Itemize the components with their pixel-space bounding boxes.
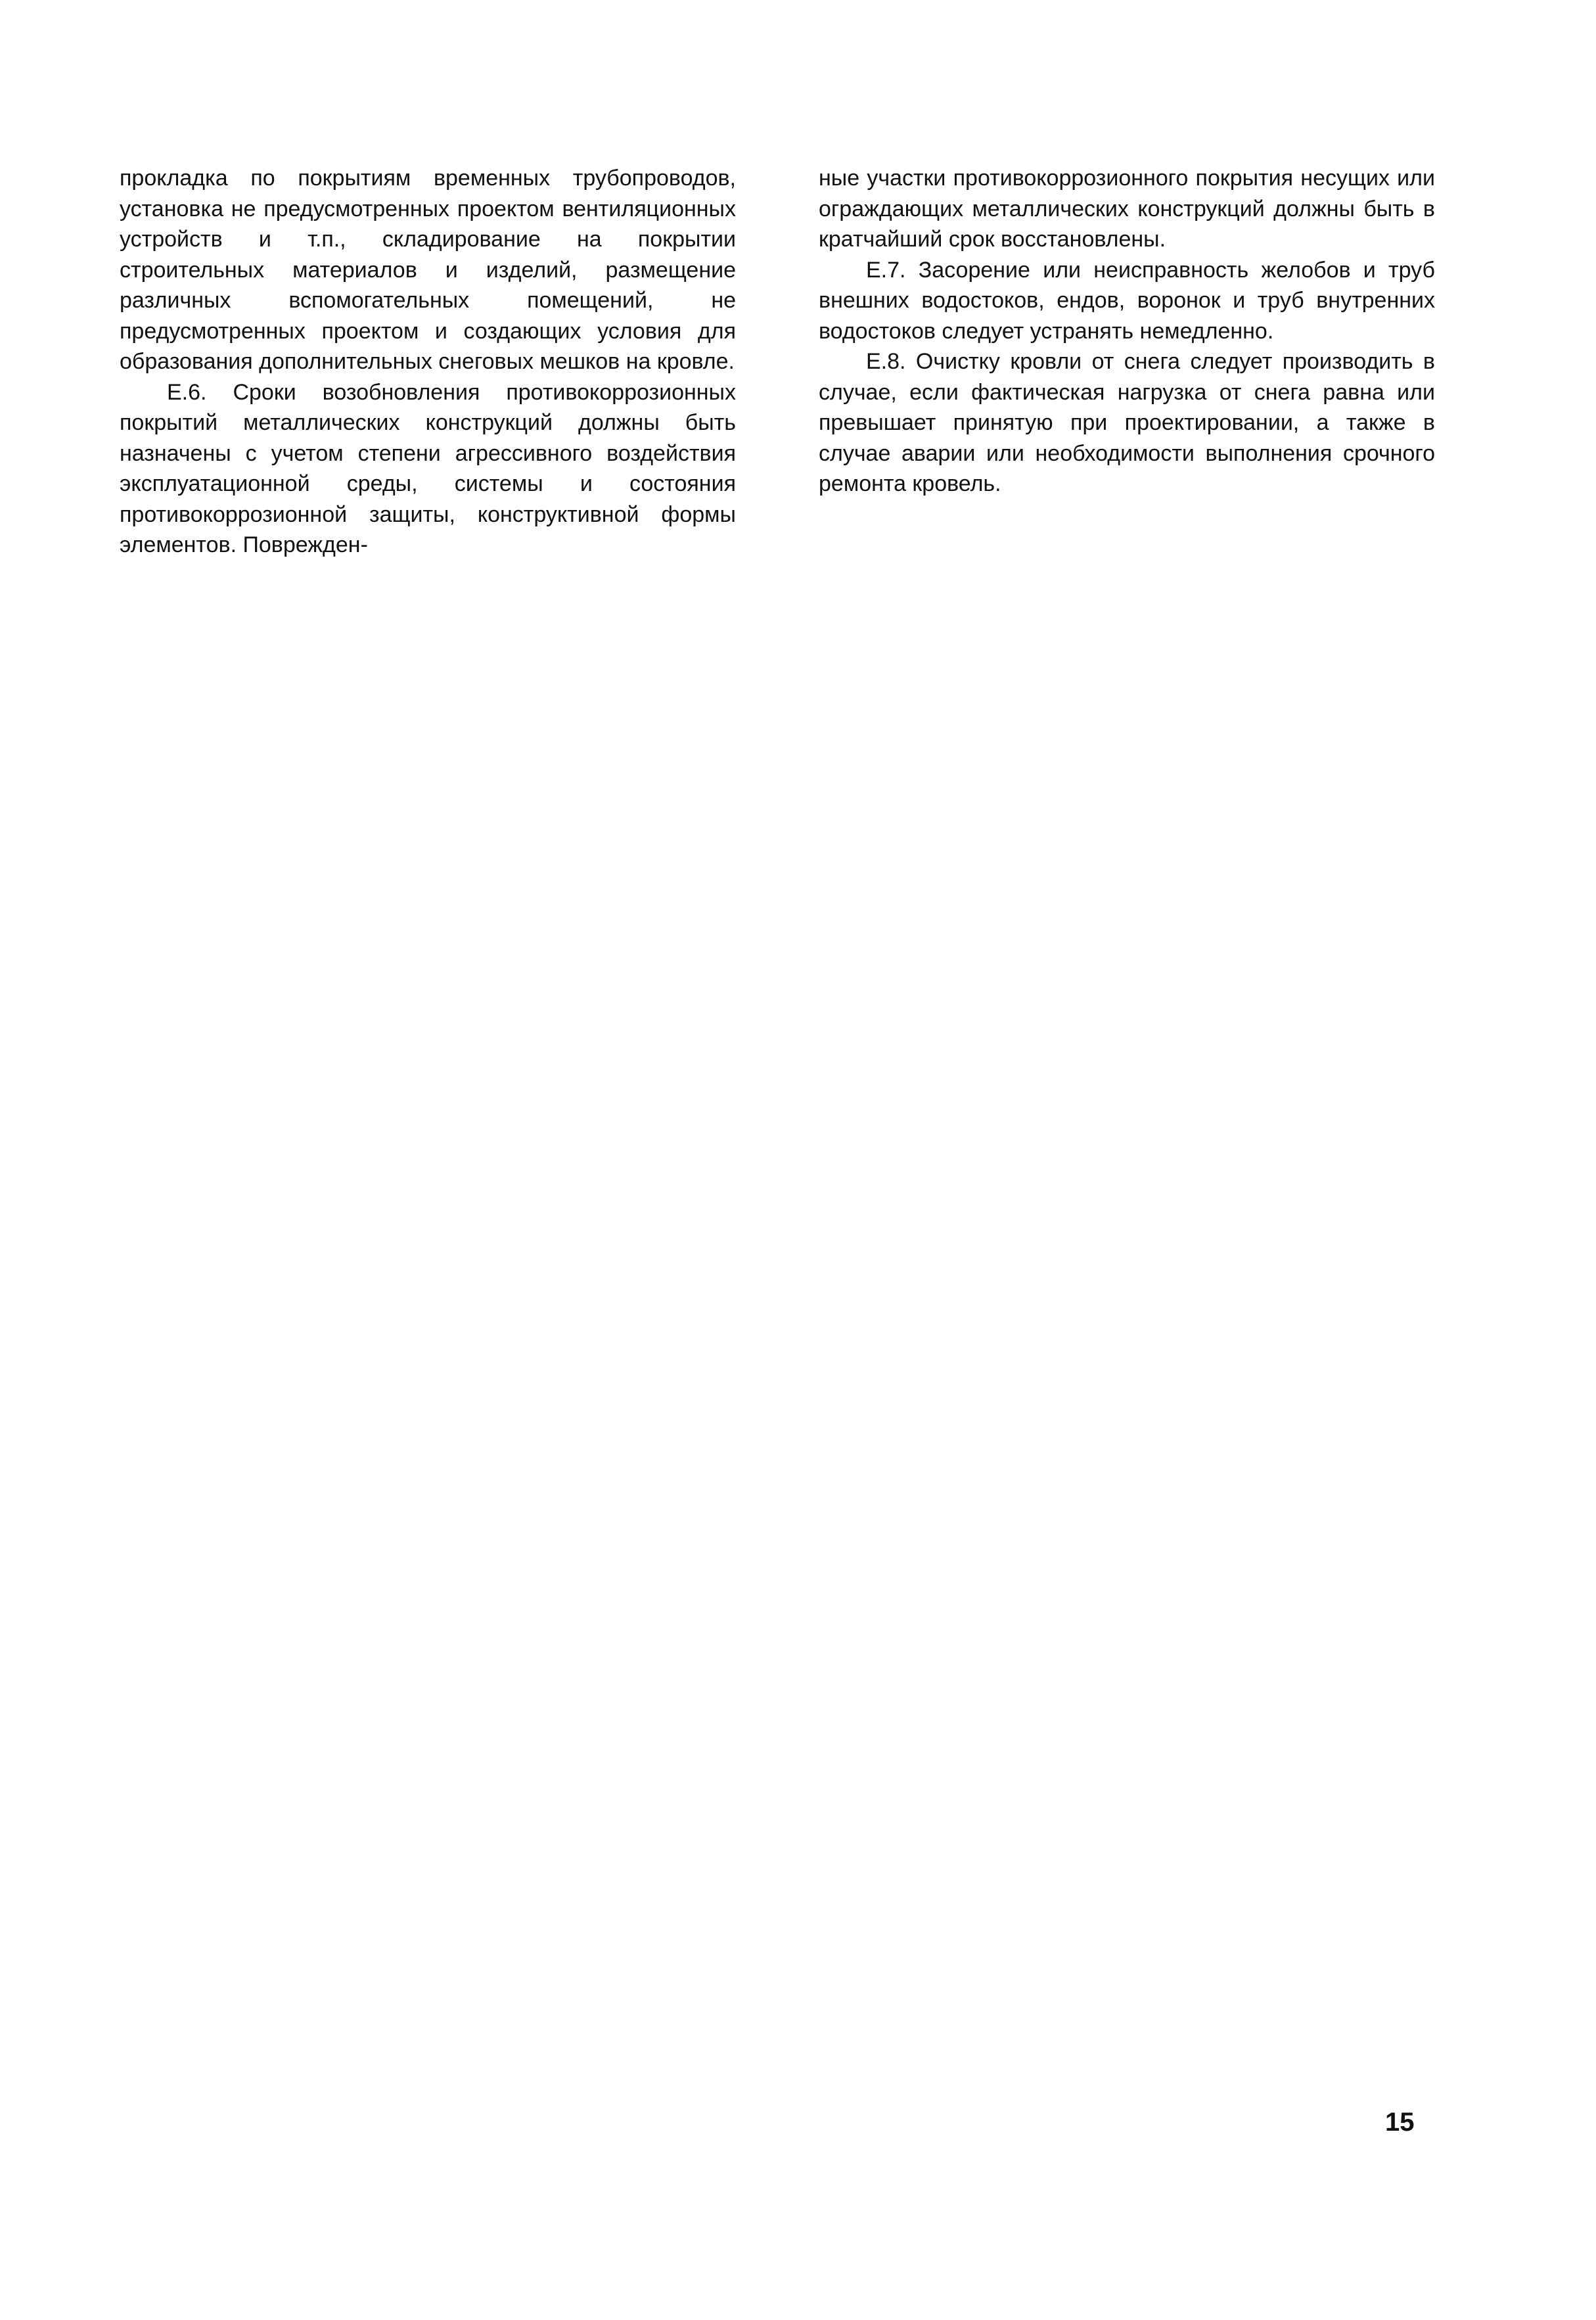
- paragraph-e7: Е.7. Засорение или неисправность желобов и труб внешних водостоков, ендов, воронок и труб внутренних водостоков следует устранять немедленно.: [819, 257, 1435, 344]
- paragraph-continuation: прокладка по покрытиям временных трубопроводов, установка не предусмотренных проектом вентиляционных устройств и т.п., складирование на покрытии строительных материалов и изделий, размещение различных вспомогательных помещений, не предусмотренных проектом и создающих условия для образования дополнительных снеговых мешков на кровле.: [120, 166, 736, 374]
- paragraph-e6-continuation: ные участки противокоррозионного покрытия несущих или ограждающих металлических конструкций должны быть в кратчайший срок восстановлены.: [819, 166, 1435, 252]
- left-text-column: [120, 163, 736, 561]
- page-number: 15: [1385, 2108, 1415, 2137]
- paragraph-e6: Е.6. Сроки возобновления противокоррозионных покрытий металлических конструкций должны быть назначены с учетом степени агрессивного воздействия эксплуатационной среды, системы и состояния противокоррозионной защиты, конструктивной формы элементов. Поврежден-: [120, 379, 736, 557]
- paragraph-e8: Е.8. Очистку кровли от снега следует производить в случае, если фактическая нагрузка от снега равна или превышает принятую при проектировании, а также в случае аварии или необходимости выполнения срочного ремонта кровель.: [819, 349, 1435, 496]
- right-text-column: [819, 163, 1435, 499]
